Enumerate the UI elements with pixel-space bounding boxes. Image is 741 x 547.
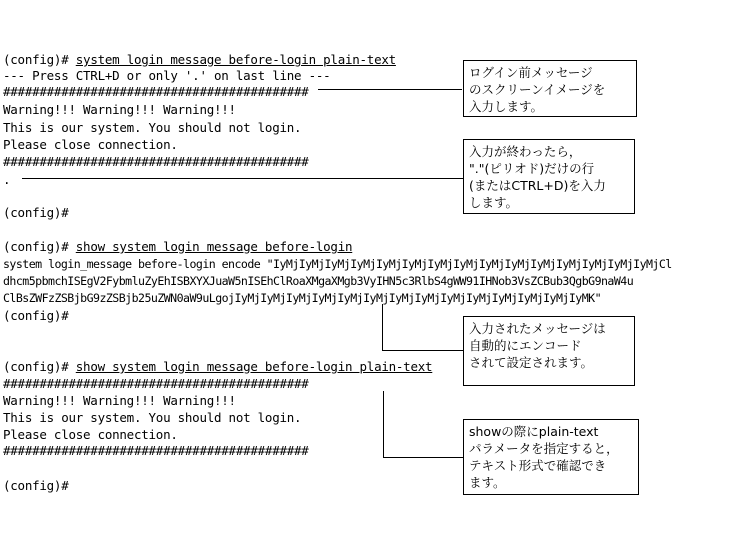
- callout-plain-text-show: [463, 419, 639, 495]
- callout-text: されて設定されます。: [469, 355, 594, 370]
- terminal-output-line: .: [3, 172, 11, 187]
- callout-text: 自動的にエンコード: [469, 338, 582, 353]
- cli-command: show system login message before-login plain-text: [75, 359, 433, 374]
- terminal-output-line: Please close connection.: [3, 137, 178, 152]
- cli-prompt: (config)#: [3, 478, 69, 493]
- terminal-command-line-1: [3, 52, 396, 68]
- callout-text: テキスト形式で確認でき: [469, 458, 607, 473]
- terminal-output-line: ##########################################: [3, 443, 309, 458]
- cli-prompt: (config)#: [3, 359, 76, 374]
- terminal-output-line: This is our system. You should not login.: [3, 120, 302, 135]
- callout-text: 入力します。: [469, 99, 544, 114]
- connector-line: [318, 89, 462, 90]
- cli-prompt: (config)#: [3, 205, 69, 220]
- terminal-output-line: ##########################################: [3, 84, 309, 99]
- callout-text: (またはCTRL+D)を入力: [469, 178, 606, 193]
- callout-auto-encode: [463, 316, 635, 386]
- callout-input-screen-image: [463, 60, 637, 117]
- cli-prompt: (config)#: [3, 308, 69, 323]
- terminal-output-line: dhcm5pbmchISEgV2FybmluZyEhISBXYXJuaW5nISEhClRoaXMgaXMgb3VyIHN5c3RlbS4gWW91IHNob3VsZCBub3QgbG9naW4u: [3, 274, 634, 288]
- callout-text: のスクリーンイメージを: [469, 82, 606, 97]
- callout-text: 入力が終わったら，: [469, 144, 582, 159]
- callout-text: showの際にplain-text: [469, 424, 599, 439]
- cli-command: show system login message before-login: [75, 239, 353, 254]
- terminal-output-line: This is our system. You should not login.: [3, 410, 302, 425]
- callout-text: ログイン前メッセージ: [469, 65, 593, 80]
- callout-text: します。: [469, 195, 519, 210]
- connector-line: [383, 391, 384, 458]
- connector-line: [382, 304, 383, 351]
- terminal-output-line: Warning!!! Warning!!! Warning!!!: [3, 393, 236, 408]
- terminal-output-line: --- Press CTRL+D or only '.' on last line ---: [3, 68, 331, 83]
- terminal-output-line: ClBsZWFzZSBjbG9zZSBjb25uZWN0aW9uLgojIyMjIyMjIyMjIyMjIyMjIyMjIyMjIyMjIyMjIyMjIyMjIyMjIyMjIyMK": [3, 291, 601, 305]
- callout-text: "."(ピリオド)だけの行: [469, 161, 595, 176]
- terminal-output-line: ##########################################: [3, 376, 309, 391]
- terminal-command-line-2: [3, 239, 352, 255]
- terminal-output-line: Warning!!! Warning!!! Warning!!!: [3, 102, 236, 117]
- callout-end-input: [463, 139, 635, 214]
- terminal-command-line-3: [3, 359, 432, 375]
- cli-command: system login message before-login plain-text: [75, 52, 396, 67]
- terminal-output-line: ##########################################: [3, 154, 309, 169]
- cli-prompt: (config)#: [3, 52, 76, 67]
- cli-prompt: (config)#: [3, 239, 76, 254]
- terminal-output-line: system login_message before-login encode "IyMjIyMjIyMjIyMjIyMjIyMjIyMjIyMjIyMjIyMjIyMjIyMjIyMjIyMjIyMjCl: [3, 257, 672, 271]
- connector-line: [383, 457, 463, 458]
- callout-text: 入力されたメッセージは: [469, 321, 606, 336]
- callout-text: ます。: [469, 475, 506, 490]
- callout-text: パラメータを指定すると，: [469, 441, 619, 456]
- terminal-output-line: Please close connection.: [3, 427, 178, 442]
- connector-line: [382, 350, 463, 351]
- connector-line: [22, 178, 463, 179]
